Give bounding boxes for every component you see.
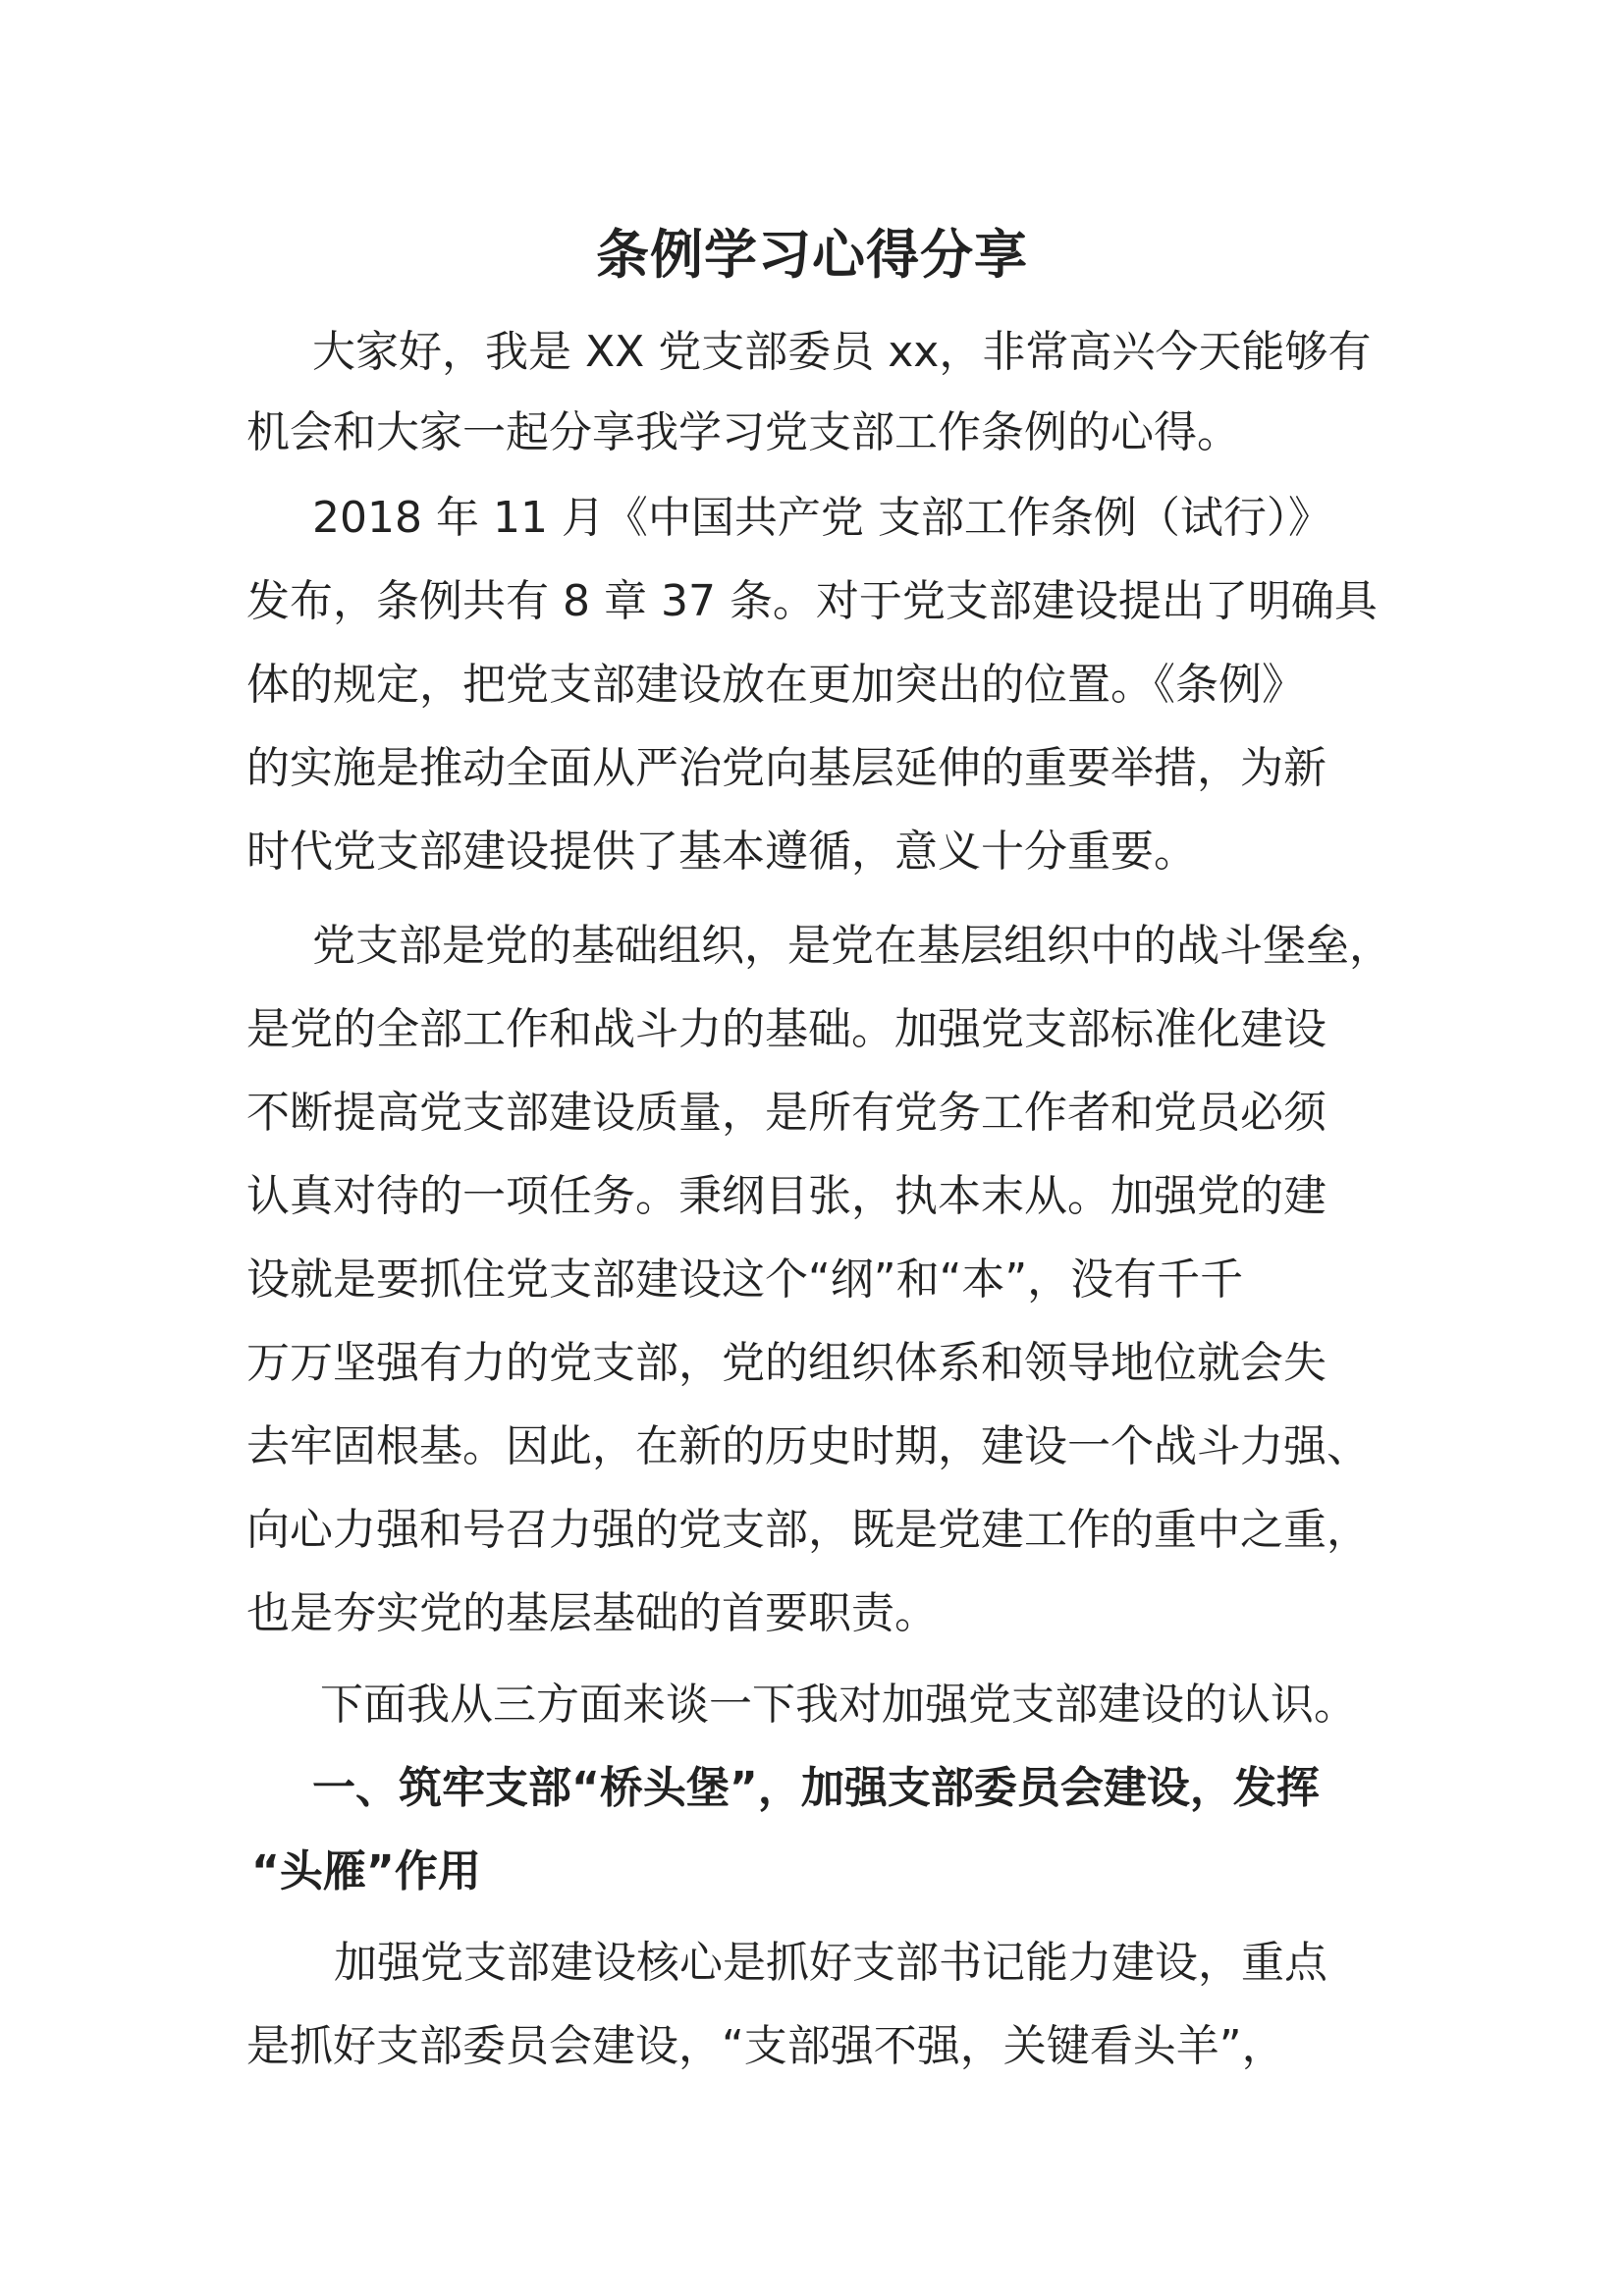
body-line-9: 是党的全部工作和战斗力的基础。加强党支部标准化建设 (246, 1004, 1326, 1054)
section-heading-line-1: 一、筑牢支部“桥头堡”，加强支部委员会建设，发挥 (312, 1763, 1320, 1813)
body-line-6: 的实施是推动全面从严治党向基层延伸的重要举措，为新 (246, 743, 1326, 793)
body-line-15: 向心力强和号召力强的党支部，既是党建工作的重中之重， (246, 1505, 1370, 1555)
body-line-14: 去牢固根基。因此，在新的历史时期，建设一个战斗力强、 (246, 1421, 1370, 1471)
body-line-10: 不断提高党支部建设质量，是所有党务工作者和党员必须 (246, 1088, 1326, 1138)
body-line-13: 万万坚强有力的党支部，党的组织体系和领导地位就会失 (246, 1338, 1326, 1388)
body-line-11: 认真对待的一项任务。秉纲目张，执本末从。加强党的建 (246, 1171, 1326, 1221)
body-line-7: 时代党支部建设提供了基本遵循，意义十分重要。 (246, 827, 1197, 877)
body-line-4: 发布，条例共有 8 章 37 条。对于党支部建设提出了明确具 (246, 576, 1378, 626)
body-line-3: 2018 年 11 月《中国共产党 支部工作条例（试行）》 (312, 493, 1331, 543)
section-heading-line-2: “头雁”作用 (251, 1846, 481, 1896)
body-line-16: 也是夯实党的基层基础的首要职责。 (246, 1588, 938, 1638)
body-line-12: 设就是要抓住党支部建设这个“纲”和“本”，没有千千 (246, 1255, 1244, 1305)
body-line-19: 是抓好支部委员会建设，“支部强不强，关键看头羊”， (246, 2021, 1285, 2071)
document-title: 条例学习心得分享 (596, 224, 1028, 286)
body-line-2: 机会和大家一起分享我学习党支部工作条例的心得。 (246, 407, 1240, 457)
body-line-5: 体的规定，把党支部建设放在更加突出的位置。《条例》 (246, 660, 1305, 710)
body-line-18: 加强党支部建设核心是抓好支部书记能力建设，重点 (334, 1938, 1327, 1988)
body-line-1: 大家好，我是 XX 党支部委员 xx，非常高兴今天能够有 (312, 327, 1372, 377)
body-line-8: 党支部是党的基础组织，是党在基层组织中的战斗堡垒， (312, 921, 1392, 971)
body-line-17: 下面我从三方面来谈一下我对加强党支部建设的认识。 (320, 1680, 1357, 1730)
